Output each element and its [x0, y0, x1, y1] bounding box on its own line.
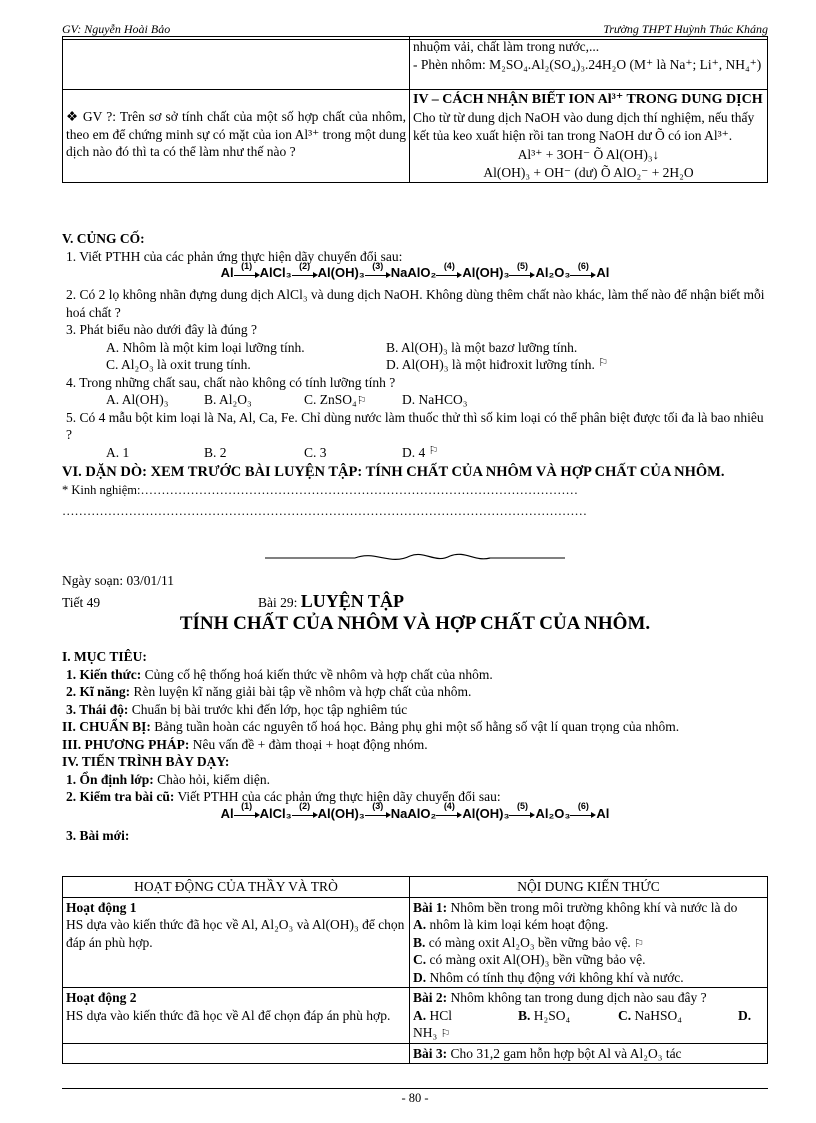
q5: 5. Có 4 mẫu bột kim loại là Na, Al, Ca, Fe. Chỉ dùng nước làm thuốc thử thì số kim loại có thể phân biệt được tối đa là bao nhiêu ?: [66, 409, 764, 443]
reaction-chain-1: [62, 260, 768, 282]
flag-icon: ⚐: [634, 937, 644, 950]
q5-d: D. 4: [402, 444, 426, 460]
flag-icon: ⚐: [440, 1028, 451, 1041]
arrow-icon: [292, 260, 318, 281]
ex2-text: Nhôm không tan trong dung dịch nào sau đây ?: [447, 990, 707, 1006]
step-label: (2): [299, 260, 311, 271]
tt2-text: Viết PTHH của các phản ứng thực hiện dãy chuyển đổi sau:: [174, 789, 501, 805]
activity-1-title: Hoạt động 1: [66, 899, 137, 915]
step-label: (1): [241, 260, 253, 271]
lesson-title: LUYỆN TẬP: [300, 591, 404, 611]
ex1-c-label: C.: [413, 952, 427, 968]
ex1-b: có màng oxit Al₂O₃ bền vững bảo vệ.: [425, 934, 631, 950]
chain-species: Al: [596, 265, 610, 281]
cung-co-section: [62, 230, 768, 519]
lesson-body: [62, 648, 768, 844]
mt3-text: Chuẩn bị bài trước khi đến lớp, học tập nghiêm túc: [128, 701, 408, 717]
divider-ornament: [265, 548, 575, 566]
ex1-text: Nhôm bền trong môi trường không khí và nước là do: [447, 899, 738, 915]
arrow-icon: [234, 260, 260, 281]
ex2-label: Bài 2:: [413, 990, 448, 1006]
ex2-b: H₂SO₄: [530, 1007, 571, 1023]
equation-2: Al(OH)₃ + OH⁻ (dư) Õ AlO₂⁻ + 2H₂O: [483, 164, 694, 180]
col-content: NỘI DUNG KIẾN THỨC: [410, 877, 768, 898]
chain-species: Al(OH)₃: [317, 805, 365, 821]
chain-species: AlCl₃: [259, 805, 292, 821]
ex3-label: Bài 3:: [413, 1045, 448, 1061]
ex3-text: Cho 31,2 gam hỗn hợp bột Al và Al₂O₃ tác: [447, 1045, 682, 1061]
chain-species: Al(OH)₃: [317, 265, 365, 281]
arrow-icon: [509, 801, 535, 821]
objectives-title: I. MỤC TIÊU:: [62, 649, 147, 664]
chain-species: Al: [596, 805, 610, 821]
flag-icon: ⚐: [356, 395, 367, 408]
chain-species: NaAlO₂: [390, 805, 437, 821]
chain-species: Al: [220, 805, 234, 821]
lesson-subtitle: TÍNH CHẤT CỦA NHÔM VÀ HỢP CHẤT CỦA NHÔM.: [179, 613, 651, 634]
q5-c: C. 3: [304, 444, 327, 460]
alum-text-a: nhuộm vải, chất làm trong nước,...: [413, 39, 600, 54]
header-teacher: GV: Nguyễn Hoài Bảo: [62, 22, 171, 36]
ex1-a: nhôm là kim loại kém hoạt động.: [426, 917, 609, 933]
dan-do: VI. DẶN DÒ: XEM TRƯỚC BÀI LUYỆN TẬP: TÍNH CHẤT CỦA NHÔM VÀ HỢP CHẤT CỦA NHÔM.: [62, 464, 725, 481]
reaction-chain-2: [62, 801, 768, 823]
q4-d: D. NaHCO₃: [402, 392, 468, 408]
step-label: (4): [443, 260, 455, 271]
prep-text: Bảng tuần hoàn các nguyên tố hoá học. Bảng phụ ghi một số hằng số vật lí quan trọng của nhôm.: [150, 719, 680, 735]
activity-2-title: Hoạt động 2: [66, 990, 137, 1006]
chain-species: AlCl₃: [259, 265, 292, 281]
q4-b: B. Al₂O₃: [204, 392, 252, 408]
q3-a: A. Nhôm là một kim loại lưỡng tính.: [106, 339, 305, 355]
mt2-label: 2. Kĩ năng:: [66, 684, 131, 700]
step-label: (4): [443, 801, 455, 812]
lesson-period: Tiết 49: [62, 595, 101, 610]
dotted-line: ………………………………………………………………………………………………………………: [62, 503, 587, 518]
process-title: IV. TIẾN TRÌNH BÀY DẠY:: [62, 754, 230, 770]
tt1-text: Chào hỏi, kiểm diện.: [153, 771, 270, 787]
step-label: (6): [577, 801, 589, 812]
lesson-number: Bài 29:: [258, 595, 298, 610]
step-label: (5): [516, 801, 528, 812]
q1: 1. Viết PTHH của các phản ứng thực hiện dãy chuyển đổi sau:: [66, 248, 403, 264]
chain-species: Al₂O₃: [535, 805, 571, 821]
ex2-d-label: D.: [738, 1007, 752, 1023]
ex2-d: NH₃: [413, 1025, 438, 1041]
arrow-icon: [234, 801, 260, 821]
chain-species: Al(OH)₃: [462, 805, 510, 821]
top-table: [62, 36, 768, 183]
page-number: - 80 -: [401, 1091, 429, 1105]
cung-co-title: V. CỦNG CỐ:: [62, 231, 145, 246]
identify-title: IV – CÁCH NHẬN BIẾT ION Al³⁺ TRONG DUNG DỊCH: [413, 92, 763, 107]
step-label: (3): [372, 260, 384, 271]
activity-1-text: HS dựa vào kiến thức đã học về Al, Al₂O₃ và Al(OH)₃ để chọn đáp án phù hợp.: [66, 917, 405, 950]
q3: 3. Phát biểu nào dưới đây là đúng ?: [66, 322, 258, 338]
arrow-icon: [365, 801, 391, 821]
ex1-c: có màng oxit Al(OH)₃ bền vững bảo vệ.: [426, 952, 646, 968]
chain-species: NaAlO₂: [390, 265, 437, 281]
activity-2-text: HS dựa vào kiến thức đã học về Al để chọn đáp án phù hợp.: [66, 1007, 391, 1023]
q5-a: A. 1: [106, 444, 130, 460]
arrow-icon: [365, 260, 391, 281]
ex2-c: NaHSO₄: [631, 1007, 682, 1023]
arrow-icon: [292, 801, 318, 821]
equation-1: Al³⁺ + 3OH⁻ Õ Al(OH)₃↓: [517, 147, 660, 163]
ex2-c-label: C.: [618, 1007, 632, 1023]
tt2-label: 2. Kiểm tra bài cũ:: [66, 789, 175, 805]
step-label: (3): [372, 801, 384, 812]
ex1-b-label: B.: [413, 934, 426, 950]
ex2-a-label: A.: [413, 1007, 427, 1023]
mt1-label: 1. Kiến thức:: [66, 666, 142, 682]
col-activity: HOẠT ĐỘNG CỦA THẦY VÀ TRÒ: [63, 877, 410, 898]
new-lesson: 3. Bài mới:: [66, 827, 130, 843]
step-label: (6): [577, 260, 589, 271]
chain-species: Al(OH)₃: [462, 265, 510, 281]
mt1-text: Củng cố hệ thống hoá kiến thức về nhôm và hợp chất của nhôm.: [141, 666, 493, 682]
activity-table: [62, 876, 768, 1064]
mt2-text: Rèn luyện kĩ năng giải bài tập về nhôm và hợp chất của nhôm.: [130, 684, 472, 700]
kinh-nghiem: * Kinh nghiệm:……………………………………………………………………………………………: [62, 483, 578, 498]
arrow-icon: [436, 801, 462, 821]
step-label: (2): [299, 801, 311, 812]
step-label: (5): [516, 260, 528, 271]
flag-icon: ⚐: [598, 357, 609, 370]
q3-d: D. Al(OH)₃ là một hiđroxit lưỡng tính.: [386, 357, 595, 373]
ex1-a-label: A.: [413, 917, 427, 933]
q4-a: A. Al(OH)₃: [106, 392, 169, 408]
ex1-label: Bài 1:: [413, 899, 448, 915]
chain-species: Al: [220, 265, 234, 281]
alum-text-b: - Phèn nhôm: M₂SO₄.Al₂(SO₄)₃.24H₂O (M⁺ là Na⁺; Li⁺, NH₄⁺): [413, 56, 762, 72]
ex1-d-label: D.: [413, 969, 427, 985]
ex2-a: HCl: [426, 1007, 453, 1023]
gv-question: ❖ GV ?: Trên sơ sở tính chất của một số hợp chất của nhôm, theo em để chứng minh sự có mặt của ion Al³⁺ trong một dung dịch nào đó thì ta có thể làm như thế nào ?: [63, 90, 410, 183]
mt3-label: 3. Thái độ:: [66, 701, 129, 717]
header-school: Trường THPT Huỳnh Thúc Kháng: [603, 22, 768, 36]
q3-c: C. Al₂O₃ là oxit trung tính.: [106, 357, 251, 373]
method-label: III. PHƯƠNG PHÁP:: [62, 736, 190, 752]
q4-c: C. ZnSO₄: [304, 392, 357, 408]
arrow-icon: [436, 260, 462, 281]
q3-b: B. Al(OH)₃ là một bazơ lưỡng tính.: [386, 339, 578, 355]
method-text: Nêu vấn đề + đàm thoại + hoạt động nhóm.: [189, 736, 428, 752]
prep-label: II. CHUẨN BỊ:: [62, 719, 151, 735]
q4: 4. Trong những chất sau, chất nào không có tính lưỡng tính ?: [66, 374, 396, 390]
chain-species: Al₂O₃: [535, 265, 571, 281]
identify-text: Cho từ từ dung dịch NaOH vào dung dịch thí nghiệm, nếu thấy kết tủa keo xuất hiện rồi tan trong NaOH dư Õ có ion Al³⁺.: [413, 110, 755, 143]
arrow-icon: [509, 260, 535, 281]
flag-icon: ⚐: [428, 444, 439, 457]
ex2-b-label: B.: [518, 1007, 531, 1023]
q2: 2. Có 2 lọ không nhãn đựng dung dịch AlCl₃ và dung dịch NaOH. Không dùng thêm chất nào khác, làm thế nào để nhận biết mỗi hoá chất ?: [66, 286, 765, 320]
arrow-icon: [570, 260, 596, 281]
step-label: (1): [241, 801, 253, 812]
date-prepared: Ngày soạn: 03/01/11: [62, 573, 174, 588]
arrow-icon: [570, 801, 596, 821]
ex1-d: Nhôm có tính thụ động với không khí và nước.: [426, 969, 684, 985]
q5-b: B. 2: [204, 444, 227, 460]
tt1-label: 1. Ổn định lớp:: [66, 771, 154, 787]
